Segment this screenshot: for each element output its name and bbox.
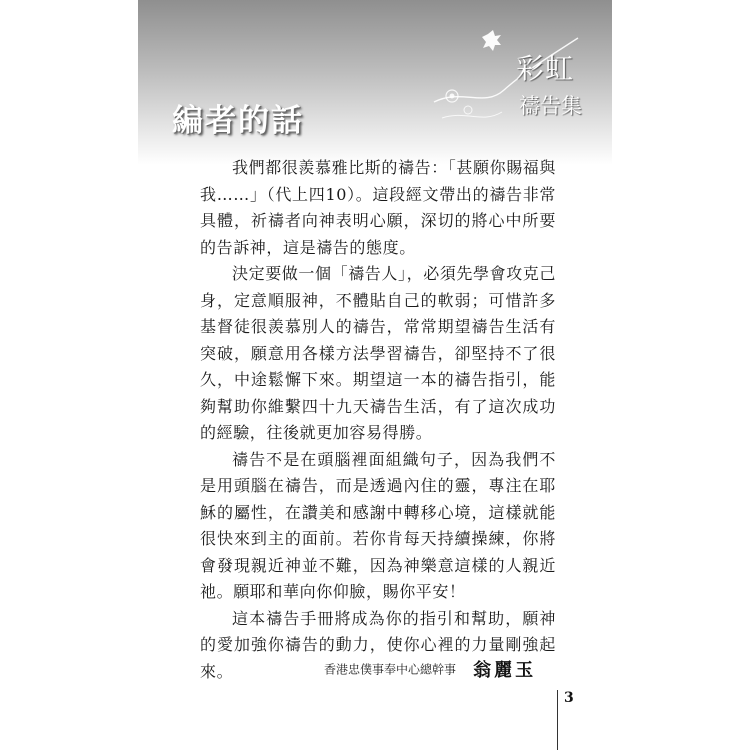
page-title: 編者的話 (172, 103, 304, 139)
logo-prayer-collection-text: 禱告集 (519, 94, 582, 118)
logo-rainbow-text: 彩虹 (515, 52, 574, 85)
paragraph: 禱告不是在頭腦裡面組織句子，因為我們不是用頭腦在禱告，而是透過內住的靈，專注在耶穌的屬性，在讚美和感謝中轉移心境，這樣就能很快來到主的面前。若你肯每天持續操練，你將會發現親近神並不難，因為神樂意這樣的人親近祂。願耶和華向你仰臉，賜你平安！ (200, 449, 556, 601)
signature-role: 香港忠僕事奉中心總幹事 (324, 662, 457, 677)
series-logo (432, 30, 582, 140)
book-page (138, 0, 612, 750)
paragraph: 決定要做一個「禱告人」，必須先學會攻克己身，定意順服神，不體貼自己的軟弱；可惜許多基督徒很羨慕別人的禱告，常常期望禱告生活有突破，願意用各樣方法學習禱告，卻堅持不了很久，中途鬆懈下來。期望這一本的禱告指引，能夠幫助你維繫四十九天禱告生活，有了這次成功的經驗，往後就更加容易得勝。 (200, 264, 557, 442)
header-band (138, 0, 612, 165)
signature-name: 翁麗玉 (473, 660, 537, 681)
signature (324, 656, 536, 682)
paragraph: 這本禱告手冊將成為你的指引和幫助，願神的愛加強你禱告的動力，使你心裡的力量剛強起來。 (200, 608, 556, 681)
page-number: 3 (564, 690, 574, 706)
page-number-rule (557, 690, 558, 750)
paragraph: 我們都很羨慕雅比斯的禱告：「甚願你賜福與我……」（代上四10）。這段經文帶出的禱告非常具體，祈禱者向神表明心願，深切的將心中所要的告訴神，這是禱告的態度。 (200, 158, 557, 257)
body-text (200, 155, 556, 685)
